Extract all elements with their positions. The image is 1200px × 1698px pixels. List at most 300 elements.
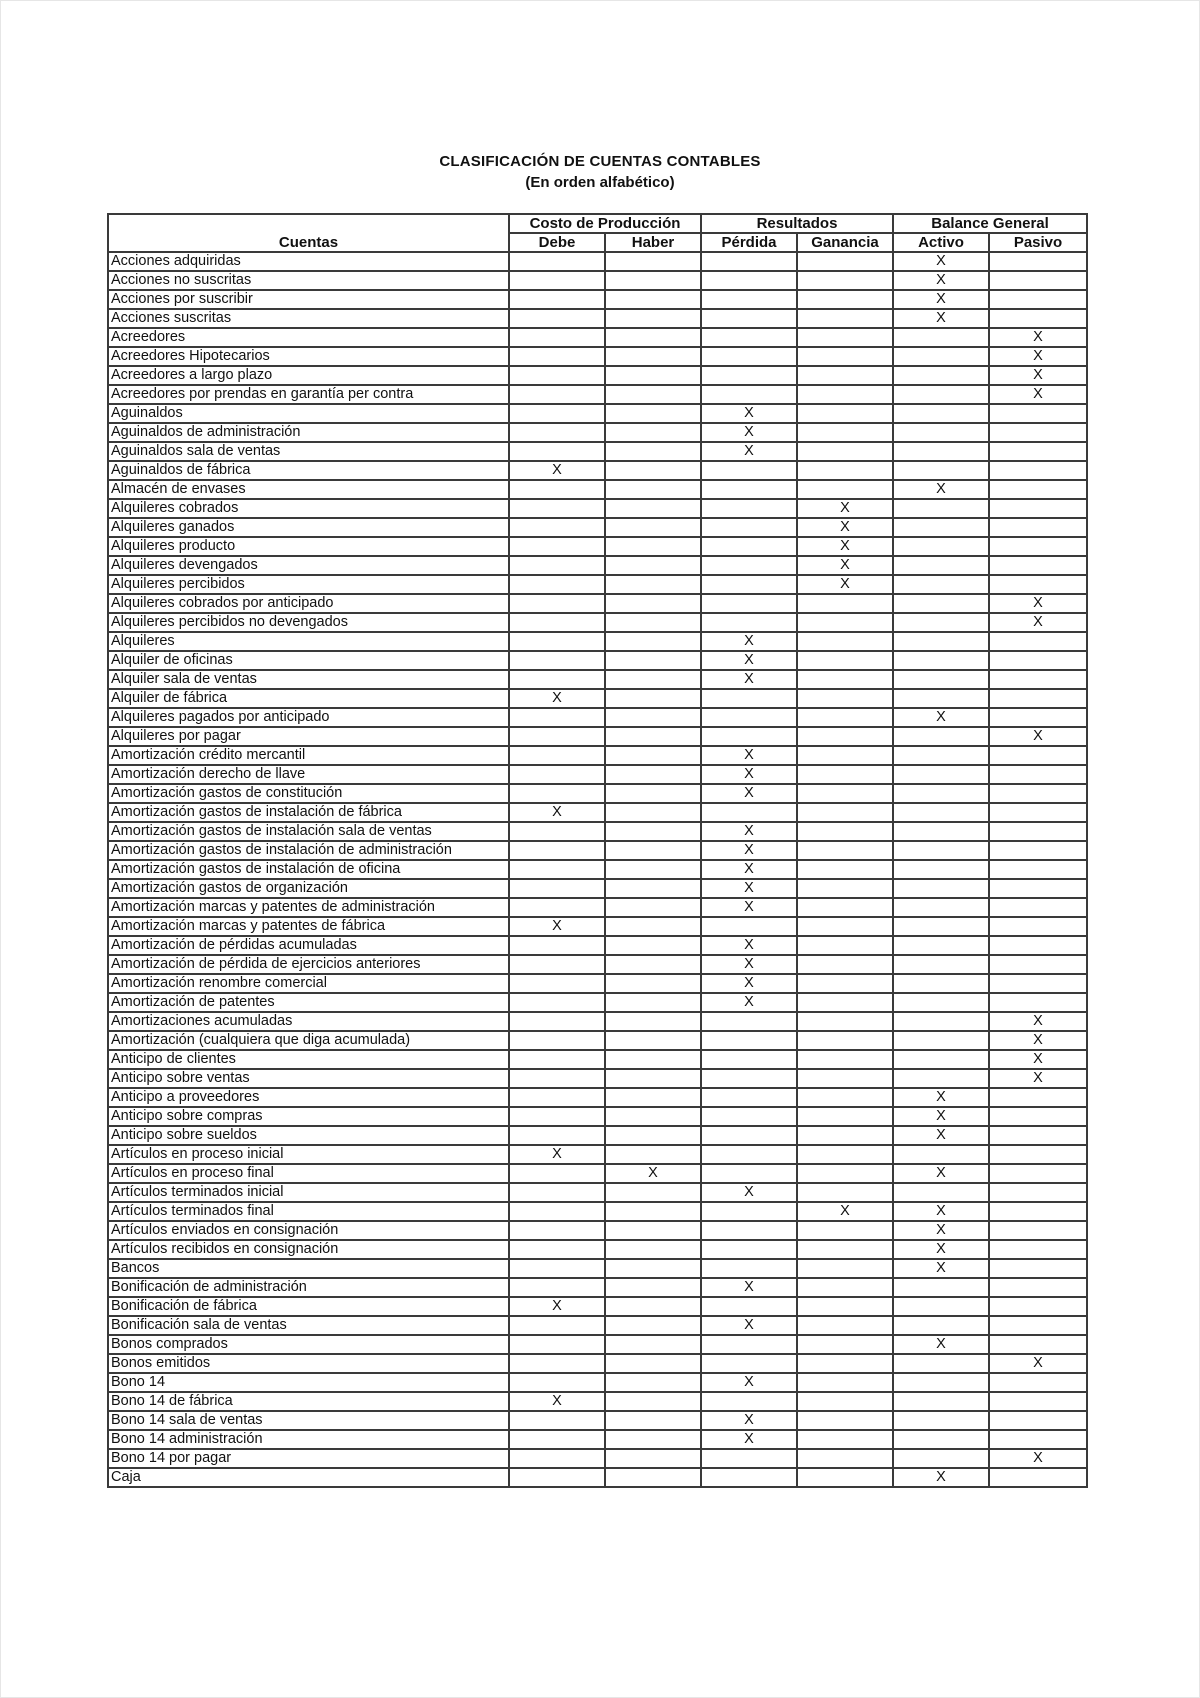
cell-pasivo: X <box>989 613 1087 632</box>
cell-haber <box>605 1354 701 1373</box>
cell-haber <box>605 784 701 803</box>
cell-debe <box>509 1088 605 1107</box>
cell-ganancia <box>797 423 893 442</box>
cell-haber <box>605 1031 701 1050</box>
account-name: Amortización gastos de instalación de administración <box>108 841 509 860</box>
cell-pasivo <box>989 1088 1087 1107</box>
cell-activo <box>893 518 989 537</box>
cell-perdida <box>701 309 797 328</box>
cell-ganancia <box>797 1259 893 1278</box>
cell-debe <box>509 1164 605 1183</box>
cell-activo <box>893 423 989 442</box>
column-header-cuentas: Cuentas <box>108 214 509 252</box>
account-name: Aguinaldos de fábrica <box>108 461 509 480</box>
table-row <box>108 936 1087 955</box>
cell-haber <box>605 898 701 917</box>
table-row <box>108 385 1087 404</box>
cell-debe <box>509 1126 605 1145</box>
cell-pasivo <box>989 1145 1087 1164</box>
cell-haber <box>605 1088 701 1107</box>
cell-perdida <box>701 1088 797 1107</box>
table-row <box>108 1012 1087 1031</box>
cell-ganancia <box>797 309 893 328</box>
column-header-haber: Haber <box>605 233 701 252</box>
account-name: Amortización (cualquiera que diga acumulada) <box>108 1031 509 1050</box>
cell-ganancia <box>797 898 893 917</box>
cell-debe <box>509 727 605 746</box>
cell-debe <box>509 1050 605 1069</box>
cell-ganancia <box>797 936 893 955</box>
cell-activo <box>893 1069 989 1088</box>
cell-debe <box>509 651 605 670</box>
cell-pasivo <box>989 442 1087 461</box>
account-name: Amortización gastos de instalación de fábrica <box>108 803 509 822</box>
cell-activo <box>893 1145 989 1164</box>
cell-debe <box>509 955 605 974</box>
cell-ganancia <box>797 993 893 1012</box>
cell-haber <box>605 1221 701 1240</box>
cell-haber <box>605 974 701 993</box>
cell-perdida: X <box>701 1373 797 1392</box>
account-name: Acciones adquiridas <box>108 252 509 271</box>
cell-perdida <box>701 1202 797 1221</box>
cell-haber <box>605 328 701 347</box>
cell-ganancia <box>797 746 893 765</box>
account-name: Alquileres devengados <box>108 556 509 575</box>
cell-ganancia <box>797 1354 893 1373</box>
cell-haber <box>605 670 701 689</box>
cell-debe <box>509 632 605 651</box>
cell-ganancia <box>797 1183 893 1202</box>
cell-pasivo <box>989 936 1087 955</box>
cell-debe <box>509 594 605 613</box>
account-name: Amortización de patentes <box>108 993 509 1012</box>
cell-perdida <box>701 1468 797 1487</box>
cell-ganancia <box>797 1031 893 1050</box>
account-name: Artículos en proceso final <box>108 1164 509 1183</box>
table-row <box>108 1449 1087 1468</box>
cell-activo: X <box>893 1202 989 1221</box>
table-row <box>108 803 1087 822</box>
cell-haber <box>605 1278 701 1297</box>
cell-debe <box>509 1183 605 1202</box>
cell-ganancia: X <box>797 556 893 575</box>
cell-perdida <box>701 1126 797 1145</box>
cell-activo <box>893 1449 989 1468</box>
cell-activo: X <box>893 1468 989 1487</box>
cell-debe <box>509 480 605 499</box>
cell-debe <box>509 746 605 765</box>
cell-ganancia <box>797 879 893 898</box>
table-row <box>108 347 1087 366</box>
cell-activo <box>893 556 989 575</box>
cell-pasivo <box>989 575 1087 594</box>
account-name: Acreedores por prendas en garantía per contra <box>108 385 509 404</box>
cell-haber <box>605 271 701 290</box>
cell-pasivo: X <box>989 328 1087 347</box>
table-row <box>108 404 1087 423</box>
cell-activo <box>893 860 989 879</box>
cell-pasivo <box>989 746 1087 765</box>
account-name: Artículos recibidos en consignación <box>108 1240 509 1259</box>
cell-debe <box>509 1316 605 1335</box>
cell-ganancia <box>797 613 893 632</box>
cell-perdida: X <box>701 632 797 651</box>
cell-activo <box>893 727 989 746</box>
cell-debe <box>509 822 605 841</box>
cell-pasivo <box>989 708 1087 727</box>
column-header-perdida: Pérdida <box>701 233 797 252</box>
cell-haber <box>605 366 701 385</box>
cell-perdida <box>701 1335 797 1354</box>
account-name: Alquileres ganados <box>108 518 509 537</box>
cell-perdida <box>701 1392 797 1411</box>
cell-debe <box>509 271 605 290</box>
cell-ganancia <box>797 252 893 271</box>
cell-pasivo <box>989 974 1087 993</box>
cell-pasivo <box>989 898 1087 917</box>
cell-debe <box>509 518 605 537</box>
cell-pasivo <box>989 841 1087 860</box>
account-name: Artículos terminados final <box>108 1202 509 1221</box>
account-name: Amortizaciones acumuladas <box>108 1012 509 1031</box>
cell-haber <box>605 955 701 974</box>
cell-ganancia <box>797 1164 893 1183</box>
cell-ganancia <box>797 974 893 993</box>
cell-ganancia <box>797 442 893 461</box>
table-row <box>108 518 1087 537</box>
cell-haber <box>605 746 701 765</box>
cell-perdida <box>701 708 797 727</box>
account-name: Alquileres por pagar <box>108 727 509 746</box>
account-name: Aguinaldos de administración <box>108 423 509 442</box>
cell-debe <box>509 290 605 309</box>
cell-perdida <box>701 575 797 594</box>
cell-debe <box>509 575 605 594</box>
cell-pasivo: X <box>989 385 1087 404</box>
cell-debe <box>509 1202 605 1221</box>
account-name: Amortización gastos de instalación sala de ventas <box>108 822 509 841</box>
cell-ganancia <box>797 1373 893 1392</box>
cell-activo <box>893 442 989 461</box>
cell-ganancia <box>797 594 893 613</box>
cell-ganancia <box>797 670 893 689</box>
account-name: Bancos <box>108 1259 509 1278</box>
cell-pasivo <box>989 1183 1087 1202</box>
table-row <box>108 1202 1087 1221</box>
cell-perdida <box>701 1164 797 1183</box>
cell-haber <box>605 1449 701 1468</box>
cell-haber <box>605 385 701 404</box>
cell-ganancia <box>797 480 893 499</box>
cell-perdida: X <box>701 784 797 803</box>
cell-debe <box>509 442 605 461</box>
account-name: Aguinaldos sala de ventas <box>108 442 509 461</box>
cell-debe <box>509 1449 605 1468</box>
cell-pasivo <box>989 879 1087 898</box>
cell-haber <box>605 917 701 936</box>
cell-haber <box>605 1297 701 1316</box>
account-name: Bonificación de administración <box>108 1278 509 1297</box>
cell-haber <box>605 1335 701 1354</box>
account-name: Alquiler sala de ventas <box>108 670 509 689</box>
account-name: Anticipo sobre compras <box>108 1107 509 1126</box>
table-row <box>108 746 1087 765</box>
table-row <box>108 1069 1087 1088</box>
account-name: Bono 14 sala de ventas <box>108 1411 509 1430</box>
table-row <box>108 1031 1087 1050</box>
account-name: Alquileres pagados por anticipado <box>108 708 509 727</box>
cell-debe <box>509 708 605 727</box>
cell-pasivo: X <box>989 1069 1087 1088</box>
cell-debe <box>509 860 605 879</box>
cell-haber <box>605 879 701 898</box>
document-title: CLASIFICACIÓN DE CUENTAS CONTABLES <box>439 153 761 170</box>
cell-perdida <box>701 328 797 347</box>
cell-ganancia <box>797 366 893 385</box>
cell-activo <box>893 347 989 366</box>
cell-debe: X <box>509 803 605 822</box>
account-name: Amortización crédito mercantil <box>108 746 509 765</box>
cell-activo: X <box>893 1335 989 1354</box>
column-header-ganancia: Ganancia <box>797 233 893 252</box>
cell-activo: X <box>893 309 989 328</box>
cell-pasivo <box>989 556 1087 575</box>
table-row <box>108 613 1087 632</box>
cell-debe <box>509 499 605 518</box>
account-name: Bono 14 <box>108 1373 509 1392</box>
table-row <box>108 708 1087 727</box>
cell-debe <box>509 879 605 898</box>
cell-perdida <box>701 252 797 271</box>
cell-pasivo <box>989 537 1087 556</box>
cell-pasivo: X <box>989 1050 1087 1069</box>
cell-haber <box>605 1183 701 1202</box>
table-row <box>108 461 1087 480</box>
cell-debe <box>509 252 605 271</box>
table-row <box>108 784 1087 803</box>
cell-pasivo <box>989 1202 1087 1221</box>
table-row <box>108 1050 1087 1069</box>
cell-haber <box>605 309 701 328</box>
account-name: Acreedores a largo plazo <box>108 366 509 385</box>
cell-debe <box>509 1468 605 1487</box>
cell-pasivo <box>989 784 1087 803</box>
cell-debe <box>509 936 605 955</box>
cell-haber <box>605 1411 701 1430</box>
cell-pasivo <box>989 290 1087 309</box>
cell-ganancia <box>797 1145 893 1164</box>
cell-debe: X <box>509 461 605 480</box>
cell-haber <box>605 936 701 955</box>
cell-haber <box>605 689 701 708</box>
table-row <box>108 765 1087 784</box>
cell-haber <box>605 1126 701 1145</box>
cell-haber <box>605 461 701 480</box>
account-name: Acciones suscritas <box>108 309 509 328</box>
cell-activo <box>893 936 989 955</box>
cell-debe <box>509 1278 605 1297</box>
account-name: Alquileres cobrados por anticipado <box>108 594 509 613</box>
cell-haber <box>605 347 701 366</box>
cell-activo <box>893 461 989 480</box>
account-name: Amortización de pérdidas acumuladas <box>108 936 509 955</box>
group-header-row <box>108 214 1087 233</box>
column-header-pasivo: Pasivo <box>989 233 1087 252</box>
cell-ganancia <box>797 1126 893 1145</box>
cell-pasivo: X <box>989 366 1087 385</box>
cell-ganancia <box>797 1107 893 1126</box>
cell-haber <box>605 575 701 594</box>
account-name: Acreedores <box>108 328 509 347</box>
table-row <box>108 1316 1087 1335</box>
table-row <box>108 1468 1087 1487</box>
cell-activo: X <box>893 708 989 727</box>
table-row <box>108 575 1087 594</box>
cell-activo: X <box>893 252 989 271</box>
cell-haber <box>605 727 701 746</box>
cell-debe <box>509 898 605 917</box>
cell-ganancia <box>797 328 893 347</box>
cell-pasivo <box>989 1221 1087 1240</box>
cell-perdida: X <box>701 955 797 974</box>
cell-haber <box>605 537 701 556</box>
cell-activo <box>893 575 989 594</box>
cell-debe <box>509 974 605 993</box>
column-header-activo: Activo <box>893 233 989 252</box>
cell-ganancia <box>797 632 893 651</box>
cell-pasivo: X <box>989 1449 1087 1468</box>
table-row <box>108 1164 1087 1183</box>
cell-activo: X <box>893 1259 989 1278</box>
cell-perdida: X <box>701 879 797 898</box>
cell-debe <box>509 1373 605 1392</box>
cell-activo <box>893 689 989 708</box>
cell-haber <box>605 290 701 309</box>
account-name: Bonificación sala de ventas <box>108 1316 509 1335</box>
cell-perdida <box>701 1145 797 1164</box>
table-row <box>108 727 1087 746</box>
cell-pasivo: X <box>989 347 1087 366</box>
column-header-debe: Debe <box>509 233 605 252</box>
cell-activo <box>893 632 989 651</box>
cell-perdida <box>701 1297 797 1316</box>
cell-perdida: X <box>701 746 797 765</box>
cell-haber <box>605 518 701 537</box>
table-row <box>108 556 1087 575</box>
cell-debe <box>509 765 605 784</box>
cell-ganancia <box>797 1449 893 1468</box>
cell-ganancia <box>797 841 893 860</box>
cell-debe <box>509 1107 605 1126</box>
table-body <box>108 252 1087 1487</box>
cell-debe <box>509 385 605 404</box>
cell-pasivo <box>989 271 1087 290</box>
account-name: Alquiler de oficinas <box>108 651 509 670</box>
table-row <box>108 366 1087 385</box>
cell-debe <box>509 423 605 442</box>
table-row <box>108 860 1087 879</box>
cell-perdida: X <box>701 651 797 670</box>
cell-perdida: X <box>701 1316 797 1335</box>
cell-ganancia <box>797 784 893 803</box>
cell-ganancia <box>797 955 893 974</box>
cell-debe <box>509 309 605 328</box>
table-row <box>108 632 1087 651</box>
cell-haber <box>605 1202 701 1221</box>
cell-ganancia <box>797 1430 893 1449</box>
cell-pasivo <box>989 632 1087 651</box>
cell-activo <box>893 1354 989 1373</box>
cell-pasivo <box>989 309 1087 328</box>
table-row <box>108 670 1087 689</box>
cell-perdida: X <box>701 974 797 993</box>
table-row <box>108 1107 1087 1126</box>
cell-haber <box>605 1145 701 1164</box>
cell-haber: X <box>605 1164 701 1183</box>
cell-pasivo <box>989 404 1087 423</box>
cell-perdida <box>701 1069 797 1088</box>
cell-perdida: X <box>701 765 797 784</box>
accounts-classification-table <box>107 213 1088 1488</box>
cell-haber <box>605 841 701 860</box>
cell-activo <box>893 898 989 917</box>
cell-activo <box>893 917 989 936</box>
cell-ganancia <box>797 803 893 822</box>
cell-pasivo <box>989 1164 1087 1183</box>
cell-perdida <box>701 556 797 575</box>
table-row <box>108 328 1087 347</box>
cell-perdida <box>701 1449 797 1468</box>
cell-debe <box>509 1259 605 1278</box>
cell-perdida: X <box>701 1411 797 1430</box>
cell-ganancia <box>797 1240 893 1259</box>
cell-perdida <box>701 537 797 556</box>
cell-haber <box>605 822 701 841</box>
cell-haber <box>605 423 701 442</box>
account-name: Alquileres producto <box>108 537 509 556</box>
cell-haber <box>605 860 701 879</box>
cell-debe <box>509 993 605 1012</box>
table-row <box>108 1430 1087 1449</box>
cell-perdida <box>701 1259 797 1278</box>
account-name: Alquileres cobrados <box>108 499 509 518</box>
cell-perdida <box>701 594 797 613</box>
cell-haber <box>605 1069 701 1088</box>
cell-ganancia <box>797 708 893 727</box>
table-row <box>108 898 1087 917</box>
cell-ganancia <box>797 290 893 309</box>
cell-ganancia <box>797 404 893 423</box>
table-row <box>108 252 1087 271</box>
cell-haber <box>605 594 701 613</box>
account-name: Alquileres percibidos <box>108 575 509 594</box>
table-row <box>108 974 1087 993</box>
cell-activo <box>893 1050 989 1069</box>
cell-perdida: X <box>701 404 797 423</box>
cell-haber <box>605 803 701 822</box>
table-row <box>108 537 1087 556</box>
cell-debe <box>509 1335 605 1354</box>
cell-debe: X <box>509 917 605 936</box>
cell-perdida <box>701 347 797 366</box>
table-row <box>108 442 1087 461</box>
cell-ganancia <box>797 822 893 841</box>
cell-ganancia <box>797 727 893 746</box>
cell-activo <box>893 1183 989 1202</box>
account-name: Artículos enviados en consignación <box>108 1221 509 1240</box>
cell-ganancia <box>797 765 893 784</box>
